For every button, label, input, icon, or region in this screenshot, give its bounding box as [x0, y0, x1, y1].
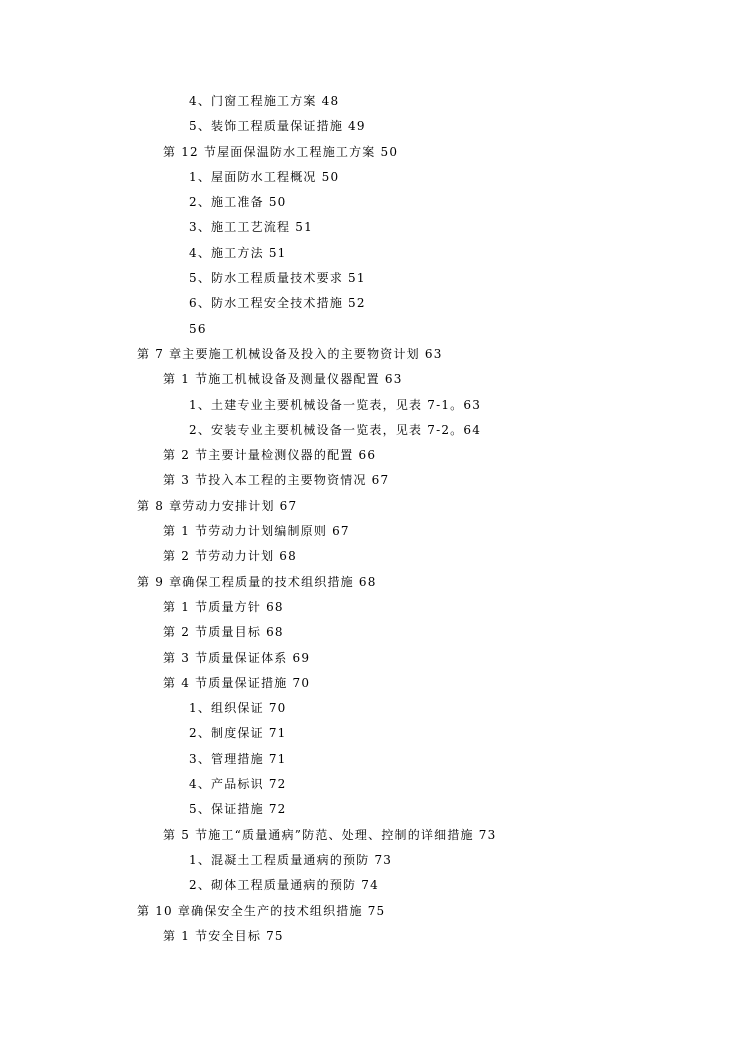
toc-entry: 2、安装专业主要机械设备一览表，见表 7-2。64: [189, 422, 482, 437]
toc-entry: 3、管理措施 71: [189, 751, 287, 766]
toc-entry: 4、施工方法 51: [189, 245, 287, 260]
toc-entry: 2、砌体工程质量通病的预防 74: [189, 878, 379, 893]
toc-entry: 5、保证措施 72: [189, 802, 287, 817]
toc-section: 第 4 节质量保证措施 70: [163, 675, 311, 690]
toc-chapter: 第 9 章确保工程质量的技术组织措施 68: [137, 574, 377, 589]
toc-entry: 2、施工准备 50: [189, 195, 287, 210]
toc-entry: 6、防水工程安全技术措施 52: [189, 296, 366, 311]
toc-entry: 1、组织保证 70: [189, 701, 287, 716]
toc-section: 第 5 节施工“质量通病”防范、处理、控制的详细措施 73: [163, 827, 497, 842]
toc-entry: 1、屋面防水工程概况 50: [189, 169, 340, 184]
toc-entry: 1、土建专业主要机械设备一览表，见表 7-1。63: [189, 397, 482, 412]
toc-page-number: 56: [189, 321, 207, 336]
toc-section: 第 2 节主要计量检测仪器的配置 66: [163, 448, 377, 463]
toc-chapter: 第 8 章劳动力安排计划 67: [137, 498, 298, 513]
toc-section: 第 3 节投入本工程的主要物资情况 67: [163, 473, 390, 488]
toc-entry: 4、产品标识 72: [189, 777, 287, 792]
toc-section: 第 1 节劳动力计划编制原则 67: [163, 524, 350, 539]
toc-entry: 3、施工工艺流程 51: [189, 220, 313, 235]
toc-section: 第 3 节质量保证体系 69: [163, 650, 311, 665]
toc-entry: 1、混凝土工程质量通病的预防 73: [189, 852, 393, 867]
toc-chapter: 第 7 章主要施工机械设备及投入的主要物资计划 63: [137, 346, 443, 361]
toc-entry: 5、装饰工程质量保证措施 49: [189, 119, 366, 134]
toc-section: 第 12 节屋面保温防水工程施工方案 50: [163, 144, 399, 159]
toc-entry: 5、防水工程质量技术要求 51: [189, 271, 366, 286]
toc-section: 第 1 节安全目标 75: [163, 928, 284, 943]
table-of-contents: [0, 89, 744, 949]
toc-chapter: 第 10 章确保安全生产的技术组织措施 75: [137, 903, 386, 918]
toc-section: 第 2 节劳动力计划 68: [163, 549, 297, 564]
toc-section: 第 2 节质量目标 68: [163, 625, 284, 640]
toc-section: 第 1 节施工机械设备及测量仪器配置 63: [163, 372, 403, 387]
toc-section: 第 1 节质量方针 68: [163, 599, 284, 614]
toc-entry: 2、制度保证 71: [189, 726, 287, 741]
toc-entry: 4、门窗工程施工方案 48: [189, 94, 340, 108]
